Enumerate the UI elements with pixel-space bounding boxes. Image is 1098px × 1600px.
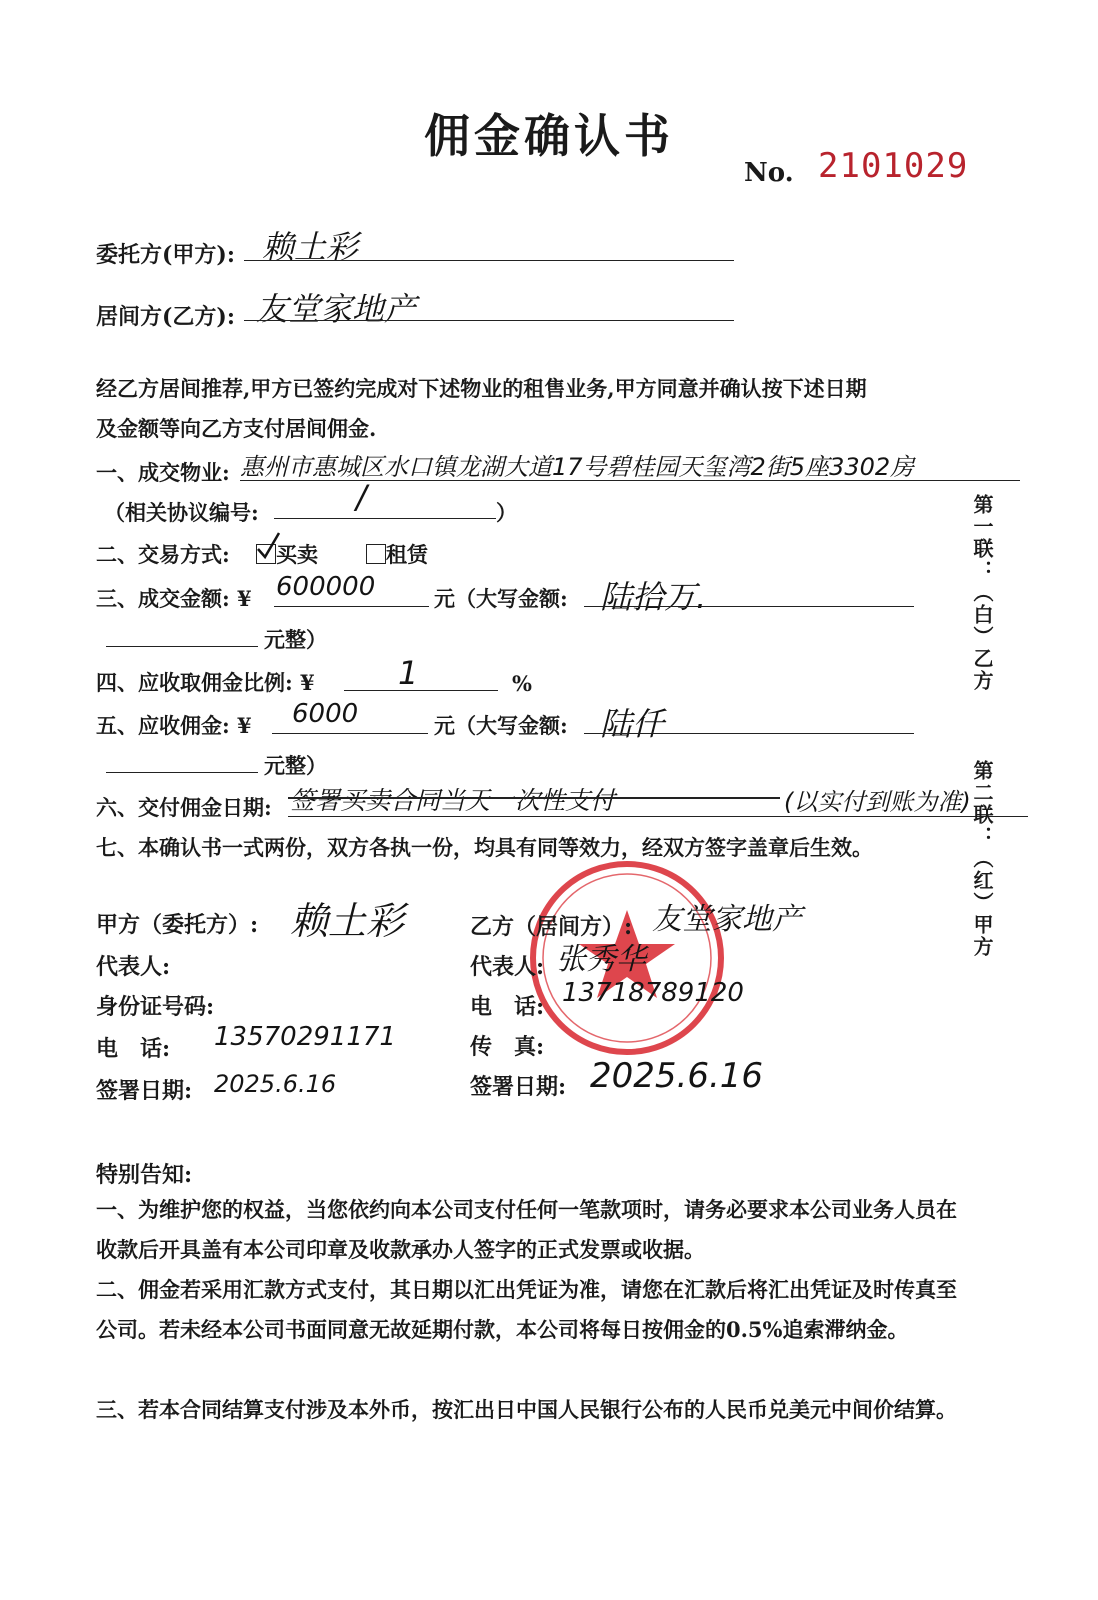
side-note-copy1: 第一联：（白）乙方 (970, 494, 994, 692)
commission-words-line-2 (106, 772, 258, 773)
broker-label: 居间方(乙方): (96, 304, 235, 330)
ratio-label: 四、应收取佣金比例: ¥ (96, 670, 315, 695)
party-a-signature: 赖土彩 (290, 899, 405, 943)
party-b-signature: 友堂家地产 (652, 902, 802, 937)
broker-handwritten: 友堂家地产 (256, 290, 417, 328)
amount-close: 元整） (264, 627, 327, 652)
property-label: 一、成交物业: (96, 460, 230, 485)
side-note-copy2: 第二联：（红）甲方 (970, 760, 994, 958)
trade-option-rent[interactable] (366, 539, 428, 569)
effect-text: 七、本确认书一式两份，双方各执一份，均具有同等效力，经双方签字盖章后生效。 (96, 835, 873, 860)
party-b-phone-label: 电 话: (470, 994, 545, 1020)
notice-paragraph-2: 二、佣金若采用汇款方式支付，其日期以汇出凭证为准，请您在汇款后将汇出凭证及时传真至公司。若未经本公司书面同意无故延期付款，本公司将每日按佣金的0.5%追索滞纳金。 (96, 1277, 957, 1342)
property-handwritten: 惠州市惠城区水口镇龙湖大道17号碧桂园天玺湾2街5座3302房 (240, 453, 915, 481)
document-title: 佣金确认书 (424, 109, 674, 163)
checkmark-icon (255, 531, 281, 561)
party-a-rep-label: 代表人: (96, 954, 171, 980)
party-b-phone-handwritten: 13718789120 (562, 978, 744, 1008)
party-b-rep-handwritten: 张秀华 (556, 942, 646, 977)
broker-line (244, 320, 734, 321)
commission-close: 元整） (264, 753, 327, 778)
pay-date-strike (288, 797, 780, 799)
commission-label: 五、应收佣金: ¥ (96, 713, 252, 738)
ratio-line (344, 690, 498, 691)
trade-label: 二、交易方式: (96, 542, 230, 567)
trade-buy-checkbox[interactable] (256, 544, 276, 564)
client-label: 委托方(甲方): (96, 242, 235, 268)
ratio-handwritten: 1 (398, 654, 419, 692)
notice-heading: 特别告知: (96, 1162, 193, 1188)
notice-paragraph-3: 三、若本合同结算支付涉及本外币，按汇出日中国人民银行公布的人民币兑美元中间价结算。 (96, 1397, 957, 1422)
party-a-date-label: 签署日期: (96, 1078, 193, 1104)
commission-words-handwritten: 陆仟 (600, 705, 665, 743)
agreement-handwritten: / (356, 478, 367, 516)
client-line (244, 260, 734, 261)
party-b-date-label: 签署日期: (470, 1074, 567, 1100)
trade-option-buy[interactable] (256, 539, 318, 569)
commission-words-line (584, 733, 914, 734)
number-label: No. (744, 158, 794, 188)
amount-line (274, 606, 429, 607)
agreement-line (274, 518, 496, 519)
commission-handwritten: 6000 (292, 699, 359, 729)
party-a-phone-label: 电 话: (96, 1036, 171, 1062)
commission-line (272, 733, 428, 734)
amount-words-line-2 (106, 646, 258, 647)
intro-line-1: 经乙方居间推荐,甲方已签约完成对下述物业的租售业务,甲方同意并确认按下述日期 (96, 376, 867, 401)
party-b-fax-label: 传 真: (470, 1034, 545, 1060)
agreement-close: ） (496, 500, 517, 525)
party-b-heading: 乙方（居间方）: (470, 914, 633, 940)
pay-date-label: 六、交付佣金日期: (96, 795, 272, 820)
document-number: 2101029 (818, 146, 969, 186)
pay-date-handwritten: (以实付到账为准) (784, 788, 971, 816)
amount-unit: 元（大写金额: (434, 586, 568, 611)
trade-rent-checkbox[interactable] (366, 544, 386, 564)
intro-line-2: 及金额等向乙方支付居间佣金. (96, 416, 377, 441)
party-a-heading: 甲方（委托方）: (96, 912, 259, 938)
ratio-unit: % (512, 671, 532, 696)
trade-rent-text: 租赁 (386, 542, 428, 567)
party-b-date-handwritten: 2025.6.16 (590, 1056, 764, 1096)
amount-handwritten: 600000 (276, 572, 376, 602)
pay-date-line (288, 816, 1028, 817)
party-a-phone-handwritten: 13570291171 (214, 1022, 396, 1052)
amount-words-handwritten: 陆拾万. (600, 578, 707, 616)
amount-words-line (584, 606, 914, 607)
commission-unit: 元（大写金额: (434, 713, 568, 738)
notice-paragraph-1: 一、为维护您的权益，当您依约向本公司支付任何一笔款项时，请务必要求本公司业务人员在收款后开具盖有本公司印章及收款承办人签字的正式发票或收据。 (96, 1197, 957, 1262)
pay-date-struck-handwritten: 签署买卖合同当天一次性支付 (290, 786, 616, 815)
party-a-id-label: 身份证号码: (96, 994, 215, 1020)
agreement-label: （相关协议编号: (104, 500, 259, 525)
trade-buy-text: 买卖 (276, 542, 318, 567)
amount-label: 三、成交金额: ¥ (96, 586, 252, 611)
client-handwritten: 赖土彩 (262, 228, 359, 266)
party-a-date-handwritten: 2025.6.16 (214, 1070, 337, 1098)
party-b-rep-label: 代表人: (470, 954, 545, 980)
